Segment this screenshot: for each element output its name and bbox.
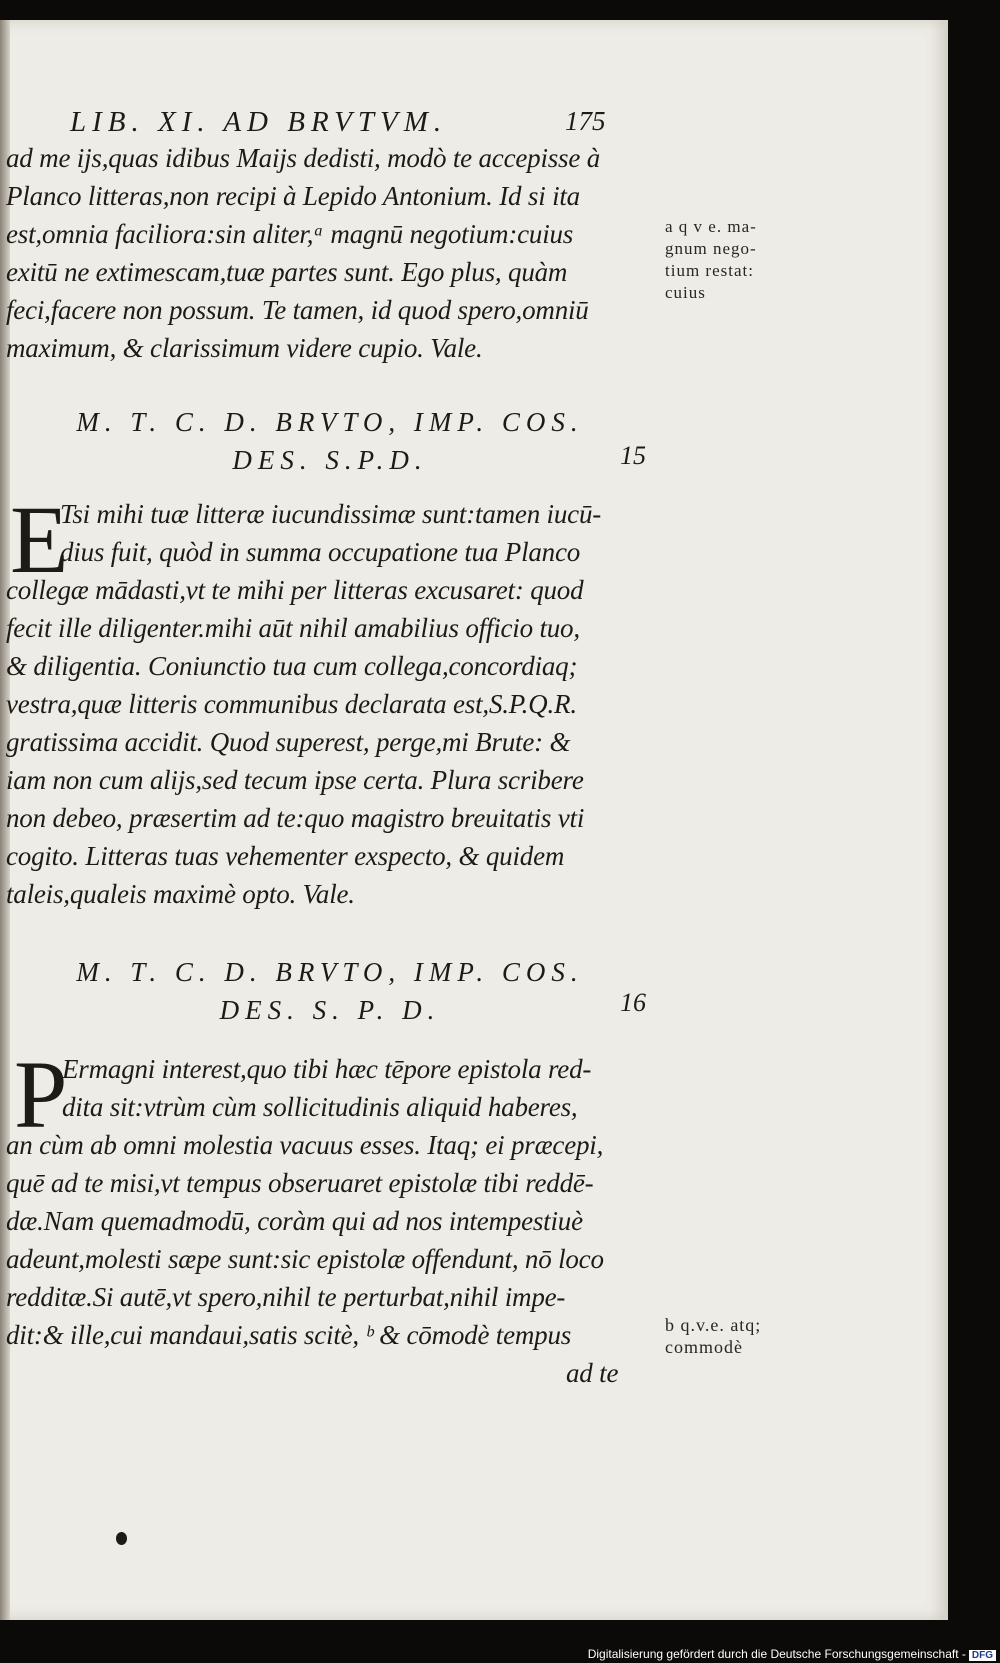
text-line: dita sit:vtrùm cùm sollicitudinis aliquid haberes, — [62, 1092, 578, 1122]
text-line: cogito. Litteras tuas vehementer exspecto, & quidem — [6, 841, 565, 871]
text-line: dius fuit, quòd in summa occupatione tua Planco — [60, 537, 581, 567]
text-line: maximum, & clarissimum videre cupio. Vale. — [6, 333, 483, 363]
page-number: 175 — [565, 106, 606, 136]
text-line: iam non cum alijs,sed tecum ipse certa. Plura scribere — [6, 765, 584, 795]
text-line: adeunt,molesti sæpe sunt:sic epistolæ offendunt, nō loco — [6, 1244, 604, 1274]
text-line: collegæ mādasti,vt te mihi per litteras excusaret: quod — [6, 575, 584, 605]
letter-15-number: 15 — [620, 441, 646, 470]
text-line: quē ad te misi,vt tempus obseruaret epistolæ tibi reddē- — [6, 1168, 594, 1198]
margin-note-line: tium restat: — [665, 261, 754, 280]
text-line: dit:& ille,cui mandaui,satis scitè, ᵇ & cōmodè tempus — [6, 1320, 572, 1350]
text-line: Tsi mihi tuæ litteræ iucundissimæ sunt:tamen iucū- — [60, 499, 602, 529]
text-line: fecit ille diligenter.mihi aūt nihil amabilius officio tuo, — [6, 613, 580, 643]
margin-note-a — [665, 216, 815, 304]
text-line: taleis,qualeis maximè opto. Vale. — [6, 879, 355, 909]
text-line: gratissima accidit. Quod superest, perge,mi Brute: & — [6, 727, 571, 757]
text-line: non debeo, præsertim ad te:quo magistro breuitatis vti — [6, 803, 585, 833]
drop-cap-e: E — [10, 486, 69, 593]
text-line: dæ.Nam quemadmodū, coràm qui ad nos intempestiuè — [6, 1206, 583, 1236]
text-line: exitū ne extimescam,tuæ partes sunt. Ego plus, quàm — [6, 257, 568, 287]
margin-note-line: gnum nego- — [665, 239, 757, 258]
ink-spot — [116, 1532, 127, 1545]
letter-16-heading-line1: M. T. C. D. BRVTO, IMP. COS. — [76, 957, 584, 987]
margin-note-b — [665, 1314, 815, 1358]
running-head: LIB. XI. AD BRVTVM. — [70, 106, 448, 138]
letter-15-heading-line1: M. T. C. D. BRVTO, IMP. COS. — [76, 407, 584, 437]
book-page — [0, 20, 948, 1620]
letter-15-body — [6, 486, 666, 913]
text-line: vestra,quæ litteris communibus declarata est,S.P.Q.R. — [6, 689, 577, 719]
text-line: ad me ijs,quas idibus Maijs dedisti, modò te accepisse à — [6, 143, 600, 173]
letter-15-heading-line2: DES. S.P.D. — [232, 445, 428, 475]
letter-16-body — [6, 1041, 666, 1392]
text-line: Ermagni interest,quo tibi hæc tēpore epistola red- — [62, 1054, 592, 1084]
margin-note-line: a q v e. ma- — [665, 217, 757, 236]
credit-text: Digitalisierung gefördert durch die Deutsche Forschungsgemeinschaft - — [587, 1647, 966, 1661]
text-line: est,omnia faciliora:sin aliter,ᵃ magnū negotium:cuius — [6, 219, 574, 249]
letter-16-heading-line2: DES. S. P. D. — [219, 995, 441, 1025]
margin-note-line: b q.v.e. atq; — [665, 1315, 762, 1335]
letter-16-number: 16 — [620, 988, 646, 1017]
letter-14-tail — [6, 139, 666, 367]
margin-note-line: commodè — [665, 1337, 743, 1357]
text-line: redditæ.Si autē,vt spero,nihil te perturbat,nihil impe- — [6, 1282, 566, 1312]
margin-note-line: cuius — [665, 283, 706, 302]
text-line: an cùm ab omni molestia vacuus esses. Itaq; ei præcepi, — [6, 1130, 604, 1160]
drop-cap-p: P — [14, 1041, 68, 1148]
text-line: Planco litteras,non recipi à Lepido Antonium. Id si ita — [6, 181, 580, 211]
text-line: feci,facere non possum. Te tamen, id quod spero,omniū — [6, 295, 589, 325]
digitization-credit — [588, 1647, 996, 1661]
text-line: & diligentia. Coniunctio tua cum collega,concordiaq; — [6, 651, 578, 681]
dfg-logo: DFG — [969, 1650, 996, 1661]
catchword: ad te — [566, 1358, 619, 1388]
